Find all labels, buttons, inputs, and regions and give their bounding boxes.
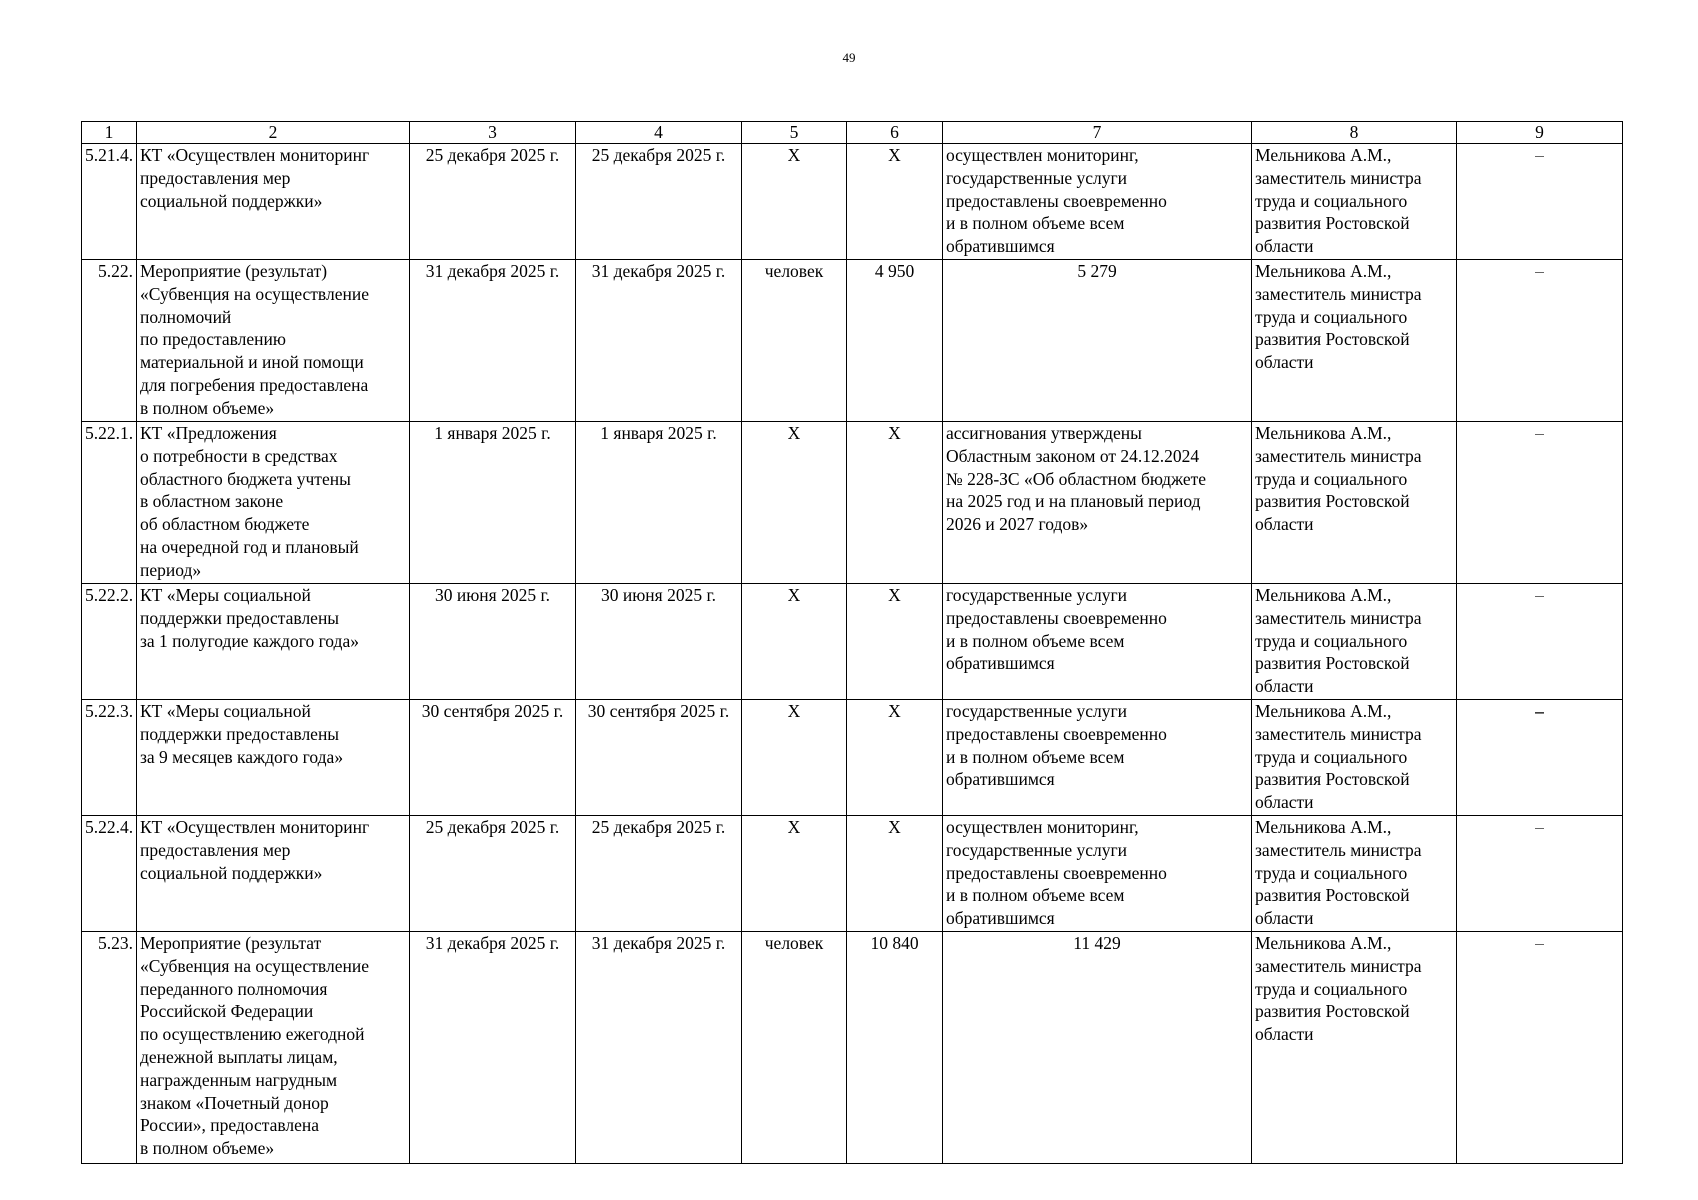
row-value-plan: 10 840	[847, 932, 943, 1164]
row-date-fact: 31 декабря 2025 г.	[576, 260, 742, 422]
row-number: 5.23.	[82, 932, 137, 1164]
row-result: 5 279	[943, 260, 1252, 422]
row-responsible: Мельникова А.М., заместитель министра труда и социального развития Ростовской области	[1252, 932, 1457, 1164]
row-note: –	[1457, 144, 1623, 260]
row-value-plan: Х	[847, 700, 943, 816]
row-note: –	[1457, 584, 1623, 700]
row-unit: Х	[742, 422, 847, 584]
row-result: государственные услуги предоставлены своевременно и в полном объеме всем обратившимся	[943, 584, 1252, 700]
row-number: 5.22.4.	[82, 816, 137, 932]
row-name: КТ «Осуществлен мониторинг предоставления мер социальной поддержки»	[137, 816, 410, 932]
row-number: 5.22.3.	[82, 700, 137, 816]
row-responsible: Мельникова А.М., заместитель министра труда и социального развития Ростовской области	[1252, 584, 1457, 700]
column-header: 3	[410, 122, 576, 144]
row-unit: Х	[742, 700, 847, 816]
row-value-plan: Х	[847, 584, 943, 700]
row-date-plan: 1 января 2025 г.	[410, 422, 576, 584]
row-date-fact: 25 декабря 2025 г.	[576, 816, 742, 932]
column-header: 4	[576, 122, 742, 144]
row-date-plan: 31 декабря 2025 г.	[410, 260, 576, 422]
row-note: –	[1457, 816, 1623, 932]
row-date-fact: 30 сентября 2025 г.	[576, 700, 742, 816]
row-number: 5.22.2.	[82, 584, 137, 700]
table-row	[82, 932, 1623, 1164]
row-date-fact: 30 июня 2025 г.	[576, 584, 742, 700]
row-unit: Х	[742, 584, 847, 700]
row-date-fact: 25 декабря 2025 г.	[576, 144, 742, 260]
column-header: 2	[137, 122, 410, 144]
row-unit: Х	[742, 144, 847, 260]
table-row	[82, 584, 1623, 700]
column-header: 7	[943, 122, 1252, 144]
row-name: Мероприятие (результат) «Субвенция на осуществление полномочий по предоставлению материальной и иной помощи для погребения предоставлена в полном объеме»	[137, 260, 410, 422]
row-value-plan: 4 950	[847, 260, 943, 422]
row-name: КТ «Осуществлен мониторинг предоставления мер социальной поддержки»	[137, 144, 410, 260]
row-name: Мероприятие (результат «Субвенция на осуществление переданного полномочия Российской Федерации по осуществлению ежегодной денежной выплаты лицам, награжденным нагрудным знаком «Почетный донор России», предоставлена в полном объеме»	[137, 932, 410, 1164]
row-date-fact: 31 декабря 2025 г.	[576, 932, 742, 1164]
row-number: 5.21.4.	[82, 144, 137, 260]
row-result: государственные услуги предоставлены своевременно и в полном объеме всем обратившимся	[943, 700, 1252, 816]
results-table	[81, 121, 1623, 1164]
row-unit: Х	[742, 816, 847, 932]
row-result: осуществлен мониторинг, государственные услуги предоставлены своевременно и в полном объеме всем обратившимся	[943, 816, 1252, 932]
row-responsible: Мельникова А.М., заместитель министра труда и социального развития Ростовской области	[1252, 260, 1457, 422]
column-number-row	[82, 122, 1623, 144]
table-row	[82, 144, 1623, 260]
row-date-plan: 30 сентября 2025 г.	[410, 700, 576, 816]
table-row	[82, 700, 1623, 816]
row-note: –	[1457, 932, 1623, 1164]
row-value-plan: Х	[847, 816, 943, 932]
row-responsible: Мельникова А.М., заместитель министра труда и социального развития Ростовской области	[1252, 700, 1457, 816]
row-date-plan: 30 июня 2025 г.	[410, 584, 576, 700]
row-date-plan: 31 декабря 2025 г.	[410, 932, 576, 1164]
row-note: –	[1457, 700, 1623, 816]
column-header: 9	[1457, 122, 1623, 144]
row-name: КТ «Меры социальной поддержки предоставлены за 1 полугодие каждого года»	[137, 584, 410, 700]
row-date-fact: 1 января 2025 г.	[576, 422, 742, 584]
row-note: –	[1457, 422, 1623, 584]
page-number: 49	[842, 50, 856, 65]
row-responsible: Мельникова А.М., заместитель министра труда и социального развития Ростовской области	[1252, 422, 1457, 584]
column-header: 5	[742, 122, 847, 144]
row-name: КТ «Меры социальной поддержки предоставлены за 9 месяцев каждого года»	[137, 700, 410, 816]
row-result: 11 429	[943, 932, 1252, 1164]
row-name: КТ «Предложения о потребности в средствах областного бюджета учтены в областном законе об областном бюджете на очередной год и плановый период»	[137, 422, 410, 584]
table-row	[82, 816, 1623, 932]
row-date-plan: 25 декабря 2025 г.	[410, 144, 576, 260]
row-value-plan: Х	[847, 422, 943, 584]
table-row	[82, 422, 1623, 584]
table-row	[82, 260, 1623, 422]
row-unit: человек	[742, 932, 847, 1164]
row-note: –	[1457, 260, 1623, 422]
column-header: 1	[82, 122, 137, 144]
row-value-plan: Х	[847, 144, 943, 260]
row-result: осуществлен мониторинг, государственные услуги предоставлены своевременно и в полном объеме всем обратившимся	[943, 144, 1252, 260]
row-date-plan: 25 декабря 2025 г.	[410, 816, 576, 932]
row-number: 5.22.	[82, 260, 137, 422]
row-responsible: Мельникова А.М., заместитель министра труда и социального развития Ростовской области	[1252, 816, 1457, 932]
column-header: 8	[1252, 122, 1457, 144]
row-result: ассигнования утверждены Областным законом от 24.12.2024 № 228-ЗС «Об областном бюджете на 2025 год и на плановый период 2026 и 2027 годов»	[943, 422, 1252, 584]
row-responsible: Мельникова А.М., заместитель министра труда и социального развития Ростовской области	[1252, 144, 1457, 260]
row-unit: человек	[742, 260, 847, 422]
column-header: 6	[847, 122, 943, 144]
row-number: 5.22.1.	[82, 422, 137, 584]
